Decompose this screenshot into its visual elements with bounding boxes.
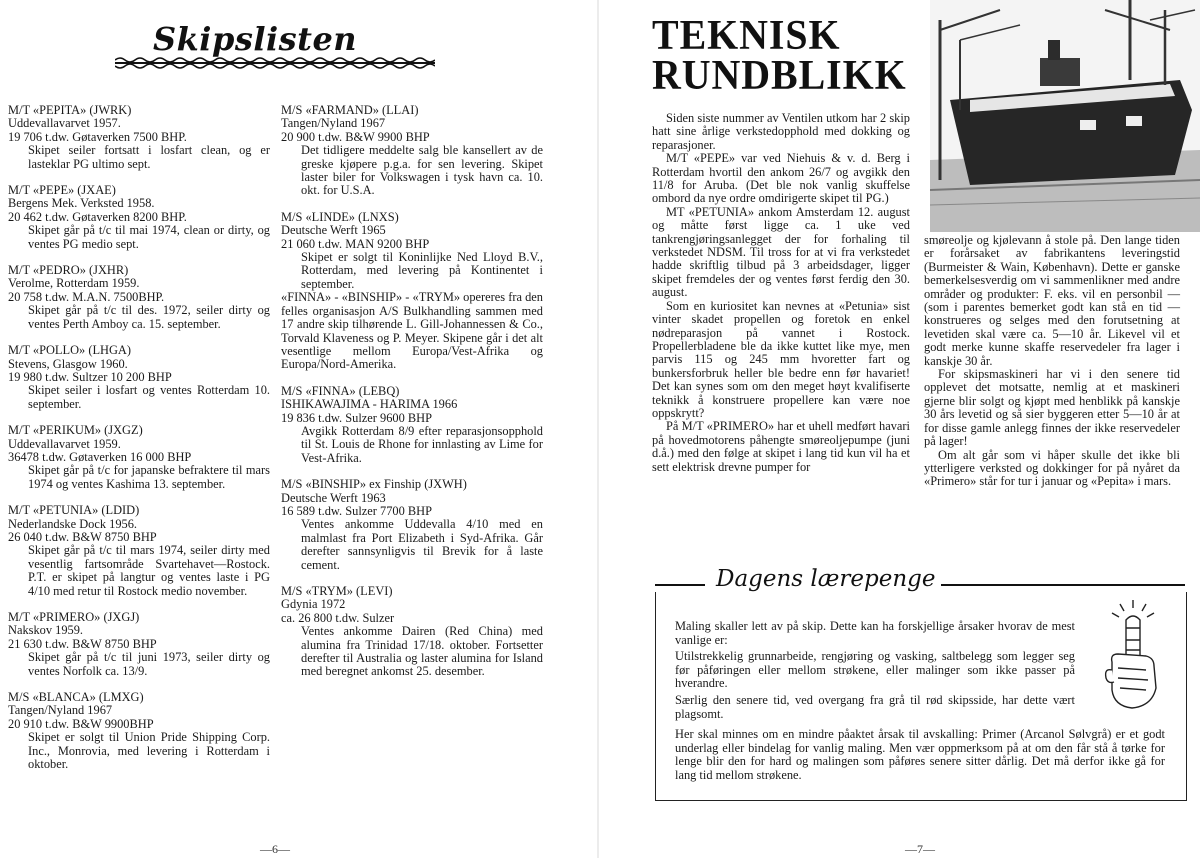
ship-list-column-1 xyxy=(8,104,270,784)
ship-status: Skipet går på t/c til juni 1973, seiler dirty og ventes Norfolk ca. 13/9. xyxy=(28,650,270,678)
ship-detail: Uddevallavarvet 1959. xyxy=(8,436,121,451)
article-paragraph: M/T «PEPE» var ved Niehuis & v. d. Berg i Rotterdam hvortil den ankom 26/7 og avgikk den 11/8 for Aruba. (Det ble nok vanlig skuffelse ombord da nye ordre omdirigerte skipet til PG.) xyxy=(652,151,910,206)
ship-title: M/T «PERIKUM» (JXGZ) xyxy=(8,423,143,438)
ship-detail: Nakskov 1959. xyxy=(8,623,84,638)
ship-title: M/T «PEPE» (JXAE) xyxy=(8,183,116,198)
ship-title: M/S «BINSHIP» ex Finship (JXWH) xyxy=(281,477,467,492)
ship-entry-primero xyxy=(8,611,270,678)
ship-detail: Verolme, Rotterdam 1959. xyxy=(8,276,140,291)
lesson-paragraph: Her skal minnes om en mindre påaktet årsak til avskalling: Primer (Arcanol Sølvgrå) er et godt underlag eller bindelag for vanlig maling. Men vær oppmerksom på at om den får stå å tørke for lenge blir den for hard og malingen som påføres senere sitter dårlig. Det må derfor ikke gå for lang tid mellom strøkene. xyxy=(675,727,1165,782)
ship-detail: 20 900 t.dw. B&W 9900 BHP xyxy=(281,129,430,144)
ship-title: M/T «PRIMERO» (JXGJ) xyxy=(8,610,140,624)
lesson-paragraph: Særlig den senere tid, ved overgang fra grå til rød skipsside, har dette vært plagsomt. xyxy=(675,692,1075,721)
ship-entry-binship xyxy=(281,478,543,572)
ship-entry-linde xyxy=(281,211,543,372)
ship-status: Skipet går på t/c for japanske befraktere til mars 1974 og ventes Kashima 13. september. xyxy=(28,463,270,491)
ship-status: Det tidligere meddelte salg ble kansellert av de greske kjøpere p.g.a. for sen levering. Skipet laster biler for Volkswagen i tysk havn ca. 10. okt. for U.S.A. xyxy=(301,143,543,198)
section-title-line-2: RUNDBLIKK xyxy=(652,53,907,99)
ship-detail: 26 040 t.dw. B&W 8750 BHP xyxy=(8,529,157,544)
ship-title: M/S «LINDE» (LNXS) xyxy=(281,209,399,224)
ship-detail: 21 060 t.dw. MAN 9200 BHP xyxy=(281,236,430,251)
raised-finger-hand-icon xyxy=(1102,598,1164,713)
ship-title: M/S «TRYM» (LEVI) xyxy=(281,584,393,598)
ship-title: M/T «PETUNIA» (LDID) xyxy=(8,503,140,518)
page-number-left: —6— xyxy=(260,842,290,856)
article-paragraph: For skipsmaskineri har vi i den senere tid opplevet det motsatte, nemlig at et maskineri gjerne blir solgt og kjøpt med henblikk på kanskje 30 års levetid og så sier byggeren etter 5—10 år at for disse gamle anlegg finnes der ikke reservedeler på lager! xyxy=(924,367,1180,449)
ship-entry-pepita xyxy=(8,104,270,171)
lesson-box-title: Dagens lærepenge xyxy=(710,566,941,592)
section-title xyxy=(652,13,907,99)
ship-in-drydock-photo xyxy=(930,0,1200,232)
article-paragraph: smøreolje og kjølevann å stole på. Den lange tiden er forårsaket av fabrikantens leveringstid (Burmeister & Wain, København). Dette er ganske bemerkelsesverdig om vi sammenlikner med andre områder og produkter: F. eks. vil en personbil — (som i parentes bemerket godt kan stå en tid — konstrueres og selges med den forutsetning at levetiden skal være ca. 5—10 år. Likevel vil et godt merke kunne skaffe reservedeler fra lager i kanskje 30 år. xyxy=(924,233,1180,368)
article-column-1 xyxy=(652,112,910,474)
masthead-title: Skipslisten xyxy=(153,20,358,58)
page-spine xyxy=(597,0,599,858)
wave-rule-icon xyxy=(115,56,435,70)
ship-title: M/S «FINNA» (LEBQ) xyxy=(281,383,400,398)
ship-entry-perikum xyxy=(8,424,270,491)
ship-entry-pedro xyxy=(8,264,270,331)
ship-detail: Nederlandske Dock 1956. xyxy=(8,516,138,531)
article-paragraph: MT «PETUNIA» ankom Amsterdam 12. august og måtte først ligge ca. 1 uke ved tankrengjøringsanlegget der for forhaling til verkstedet NDSM. Til tross for at vi fra verkstedet hadde skriftlig tilbud på 3 arbeidsdager, ligger skipet fremdeles der og ventes først ferdig den 30. august. xyxy=(652,204,910,300)
ship-detail: Stevens, Glasgow 1960. xyxy=(8,356,128,371)
ship-entry-pollo xyxy=(8,344,270,411)
ship-detail: 19 836 t.dw. Sulzer 9600 BHP xyxy=(281,410,432,425)
lesson-text-wide xyxy=(675,728,1165,785)
ship-detail: 19 706 t.dw. Gøtaverken 7500 BHP. xyxy=(8,129,187,144)
ship-detail: ISHIKAWAJIMA - HARIMA 1966 xyxy=(281,397,458,412)
article-paragraph: Siden siste nummer av Ventilen utkom har 2 skip hatt sine årlige verkstedopphold med dokking og reparasjoner. xyxy=(652,111,910,152)
box-top-rule-left xyxy=(655,584,705,586)
ship-status: Skipet går på t/c til mai 1974, clean or dirty, og ventes PG medio sept. xyxy=(28,223,270,251)
article-column-2 xyxy=(924,234,1180,489)
ship-entry-farmand xyxy=(281,104,543,198)
page-number-right: —7— xyxy=(905,842,935,856)
ship-status: Skipet er solgt til Koninlijke Ned Lloyd B.V., Rotterdam, med levering på Kontinentet i september. xyxy=(301,250,543,291)
ship-detail: 19 980 t.dw. Sultzer 10 200 BHP xyxy=(8,369,172,384)
ship-detail: 20 462 t.dw. Gøtaverken 8200 BHP. xyxy=(8,209,187,224)
ship-entry-petunia xyxy=(8,504,270,598)
box-top-rule-right xyxy=(940,584,1185,586)
right-page xyxy=(600,0,1200,858)
lesson-paragraph: Maling skaller lett av på skip. Dette kan ha forskjellige årsaker hvorav de mest vanlige er: xyxy=(675,619,1075,647)
ship-status: Skipet seiler i losfart og ventes Rotterdam 10. september. xyxy=(28,383,270,411)
ship-detail: 20 758 t.dw. M.A.N. 7500BHP. xyxy=(8,289,165,304)
ship-detail: Uddevallavarvet 1957. xyxy=(8,116,121,131)
lesson-text xyxy=(675,620,1075,724)
ship-status: Skipet går på t/c til des. 1972, seiler dirty og ventes Perth Amboy ca. 15. september. xyxy=(28,303,270,331)
ship-detail: Tangen/Nyland 1967 xyxy=(281,116,386,131)
bulk-operations-note: «FINNA» - «BINSHIP» - «TRYM» opereres fra den felles organisasjon A/S Bulkhandling sammen med 17 andre skip tilhørende L. Gill-Johannessen & Co., Torvald Klaveness og P. Meyer. Skipene går i det alt vesentlige mellom Europa/Vest-Afrika og Europa/Nord-Amerika. xyxy=(281,290,543,372)
ship-title: M/T «PEPITA» (JWRK) xyxy=(8,103,132,117)
ship-detail: Deutsche Werft 1965 xyxy=(281,223,386,238)
ship-title: M/T «POLLO» (LHGA) xyxy=(8,343,131,358)
ship-status: Ventes ankomme Uddevalla 4/10 med en malmlast fra Port Elizabeth i Syd-Afrika. Går derefter sannsynligvis til Brevik for å laste cement. xyxy=(301,517,543,572)
ship-status: Avgikk Rotterdam 8/9 efter reparasjonsopphold til St. Louis de Rhone for innlasting av Lime for Vest-Afrika. xyxy=(301,423,543,465)
ship-detail: 16 589 t.dw. Sulzer 7700 BHP xyxy=(281,503,432,518)
ship-detail: Tangen/Nyland 1967 xyxy=(8,703,113,718)
article-paragraph: Om alt går som vi håper skulle det ikke bli ytterligere verksted og dokkinger for på nyåret da «Primero» står for tur i januar og «Pepita» i mars. xyxy=(924,447,1180,489)
masthead xyxy=(115,20,435,70)
ship-detail: Deutsche Werft 1963 xyxy=(281,490,386,505)
left-page xyxy=(0,0,598,858)
ship-entry-blanca xyxy=(8,691,270,771)
article-paragraph: Som en kuriositet kan nevnes at «Petunia» sist vinter skadet propellen og foretok en enkel nødreparasjon på vannet i Rostock. Propellerbladene ble da ikke kuttet like mye, men parvis 115 og 245 mm hvoretter fart og bunkersforbruk heller ble bedre enn før havariet! Det kan synes som om den meget høyt kvalifiserte teknikk å konstruere propellere kan være noe oppskrytt? xyxy=(652,298,910,420)
ship-detail: ca. 26 800 t.dw. Sulzer xyxy=(281,610,395,625)
article-paragraph: På M/T «PRIMERO» har et uhell medført havari på hovedmotorens påhengte smøreoljepumpe (juni d.å.) med den følge at skipet i lang tid kun vil ha et sett elektrisk drevne pumper for xyxy=(652,419,910,474)
ship-title: M/T «PEDRO» (JXHR) xyxy=(8,263,129,278)
ship-entry-trym xyxy=(281,585,543,679)
ship-status: Skipet er solgt til Union Pride Shipping Corp. Inc., Monrovia, med levering i Rotterdam i oktober. xyxy=(28,730,270,772)
section-title-line-1: TEKNISK xyxy=(652,13,841,59)
ship-title: M/S «BLANCA» (LMXG) xyxy=(8,690,144,705)
ship-detail: Bergens Mek. Verksted 1958. xyxy=(8,196,155,211)
ship-detail: 21 630 t.dw. B&W 8750 BHP xyxy=(8,636,157,651)
ship-status: Skipet seiler fortsatt i losfart clean, og er lasteklar PG ultimo sept. xyxy=(28,143,270,171)
ship-status: Skipet går på t/c til mars 1974, seiler dirty med vesentlig fartsområde Svartehavet—Rostock. P.T. er skipet på langtur og ventes laste i PG 4/10 med retur til Rostock medio november. xyxy=(28,543,270,598)
ship-entry-finna xyxy=(281,385,543,465)
ship-detail: 20 910 t.dw. B&W 9900BHP xyxy=(8,716,154,731)
ship-status: Ventes ankomme Dairen (Red China) med alumina fra Trinidad 17/18. oktober. Fortsetter derefter til Australia og laster alumina for Island med beregnet ankomst 25. desember. xyxy=(301,624,543,679)
ship-detail: 36478 t.dw. Gøtaverken 16 000 BHP xyxy=(8,449,192,464)
lesson-paragraph: Utilstrekkelig grunnarbeide, rengjøring og vasking, saltbelegg som legger seg før påføringen eller mellom strøkene, eller malinger som ikke passer på hverandre. xyxy=(675,649,1075,691)
ship-title: M/S «FARMAND» (LLAI) xyxy=(281,103,419,117)
ship-entry-pepe xyxy=(8,184,270,251)
ship-list-column-2 xyxy=(281,104,543,692)
ship-detail: Gdynia 1972 xyxy=(281,597,346,612)
